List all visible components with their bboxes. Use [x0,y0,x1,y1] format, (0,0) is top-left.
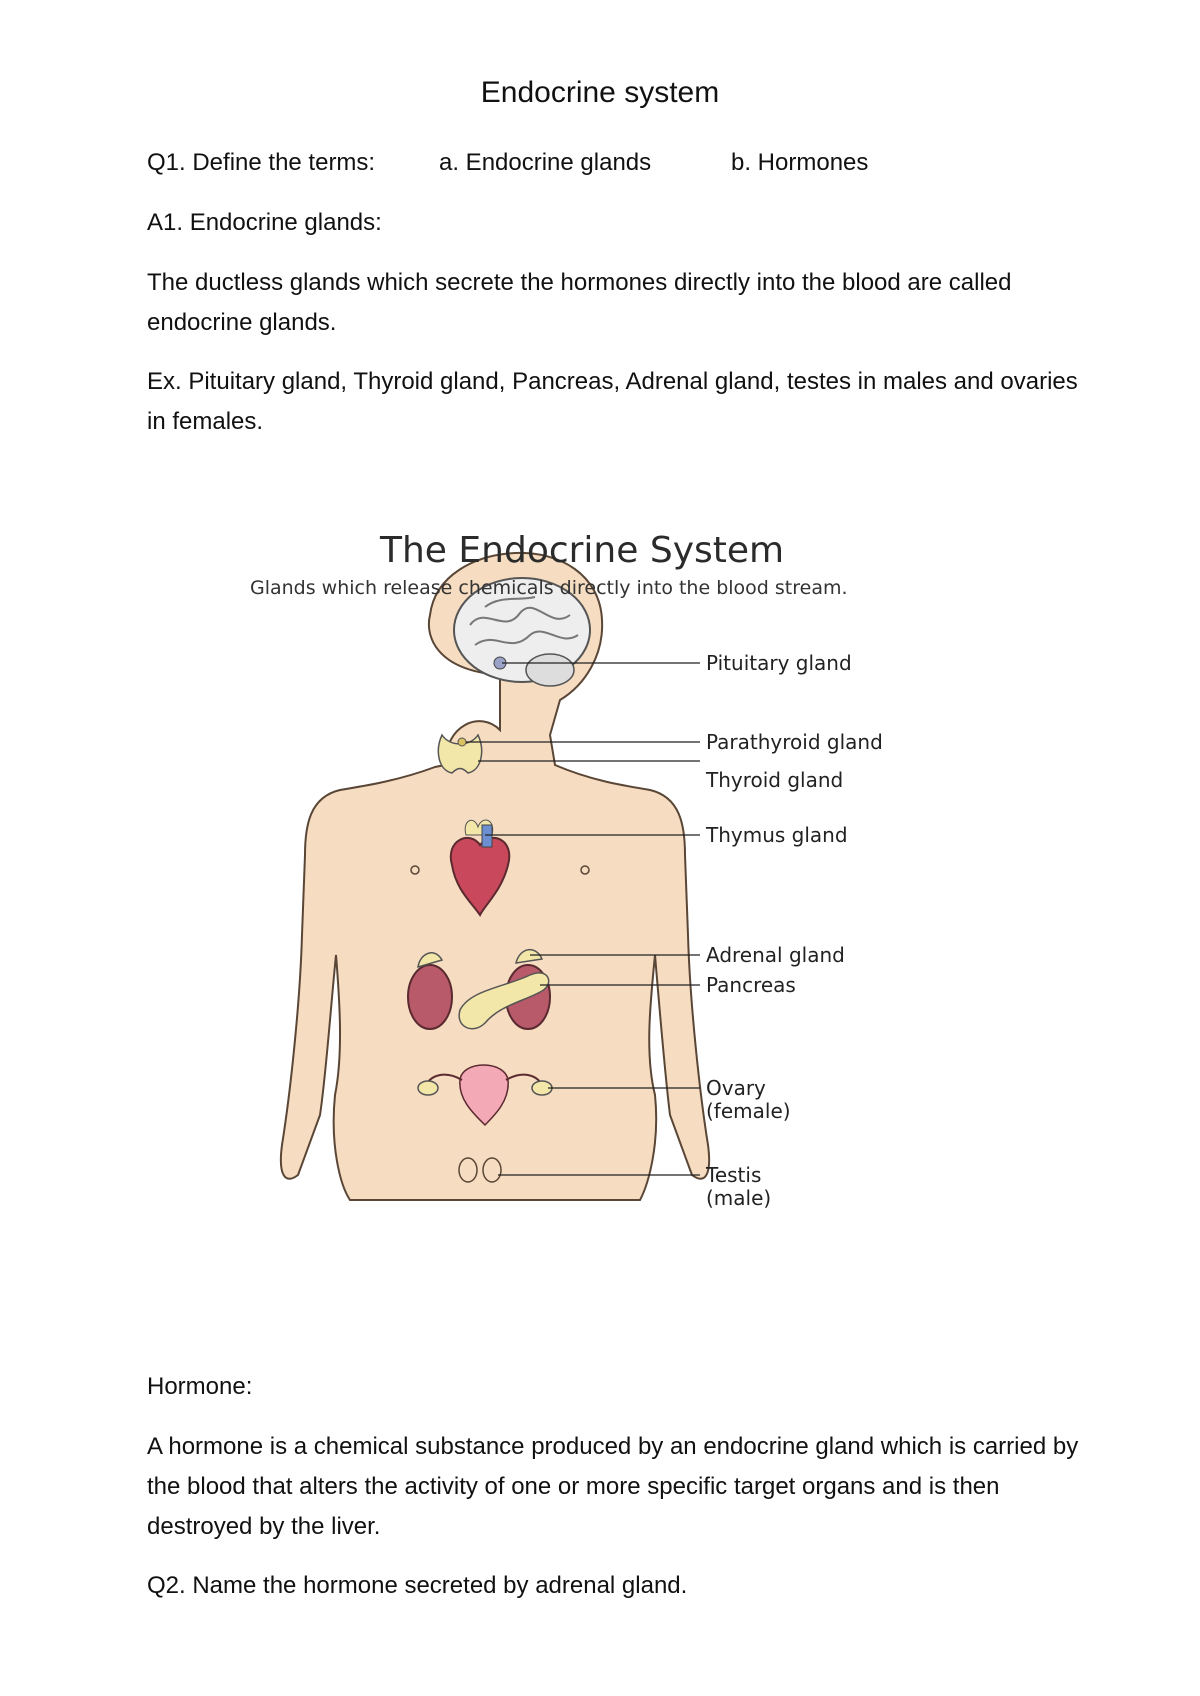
figure-title: The Endocrine System [380,530,785,571]
a1-heading: A1. Endocrine glands: [147,209,382,236]
endocrine-system-figure [230,530,970,1305]
label-thyroid-gland: Thyroid gland [706,768,844,792]
figure-subtitle: Glands which release chemicals directly into the blood stream. [250,577,848,599]
left-testis-shape [459,1158,477,1182]
label-testis: Testis [706,1163,762,1187]
label-ovary-female: (female) [706,1099,791,1123]
q1-part-b: b. Hormones [731,149,869,176]
a1-example: Ex. Pituitary gland, Thyroid gland, Pancreas, Adrenal gland, testes in males and ovaries in females. [147,368,1078,435]
right-testis-shape [483,1158,501,1182]
hormone-definition: A hormone is a chemical substance produced by an endocrine gland which is carried by the blood that alters the activity of one or more specific target organs and is then destroyed by the liver. [147,1433,1079,1540]
cerebellum-shape [526,654,574,686]
document-title: Endocrine system [480,76,720,109]
hormone-heading: Hormone: [147,1373,253,1400]
a1-definition: The ductless glands which secrete the hormones directly into the blood are called endocrine glands. [147,269,1012,336]
label-pancreas: Pancreas [706,973,796,997]
label-ovary: Ovary [706,1076,766,1100]
parathyroid-gland-shape [458,738,466,746]
label-testis-male: (male) [706,1186,772,1210]
label-thymus-gland: Thymus gland [706,823,848,847]
body-diagram [230,535,970,1305]
left-kidney-shape [408,965,452,1029]
label-adrenal-gland: Adrenal gland [706,943,845,967]
left-ovary-shape [418,1081,438,1095]
heart-vessel [482,825,492,847]
q2-question: Q2. Name the hormone secreted by adrenal gland. [147,1572,688,1599]
q1-part-a: a. Endocrine glands [439,149,652,176]
q1-question: Q1. Define the terms: [147,149,376,176]
label-parathyroid-gland: Parathyroid gland [706,730,883,754]
label-pituitary-gland: Pituitary gland [706,651,852,675]
